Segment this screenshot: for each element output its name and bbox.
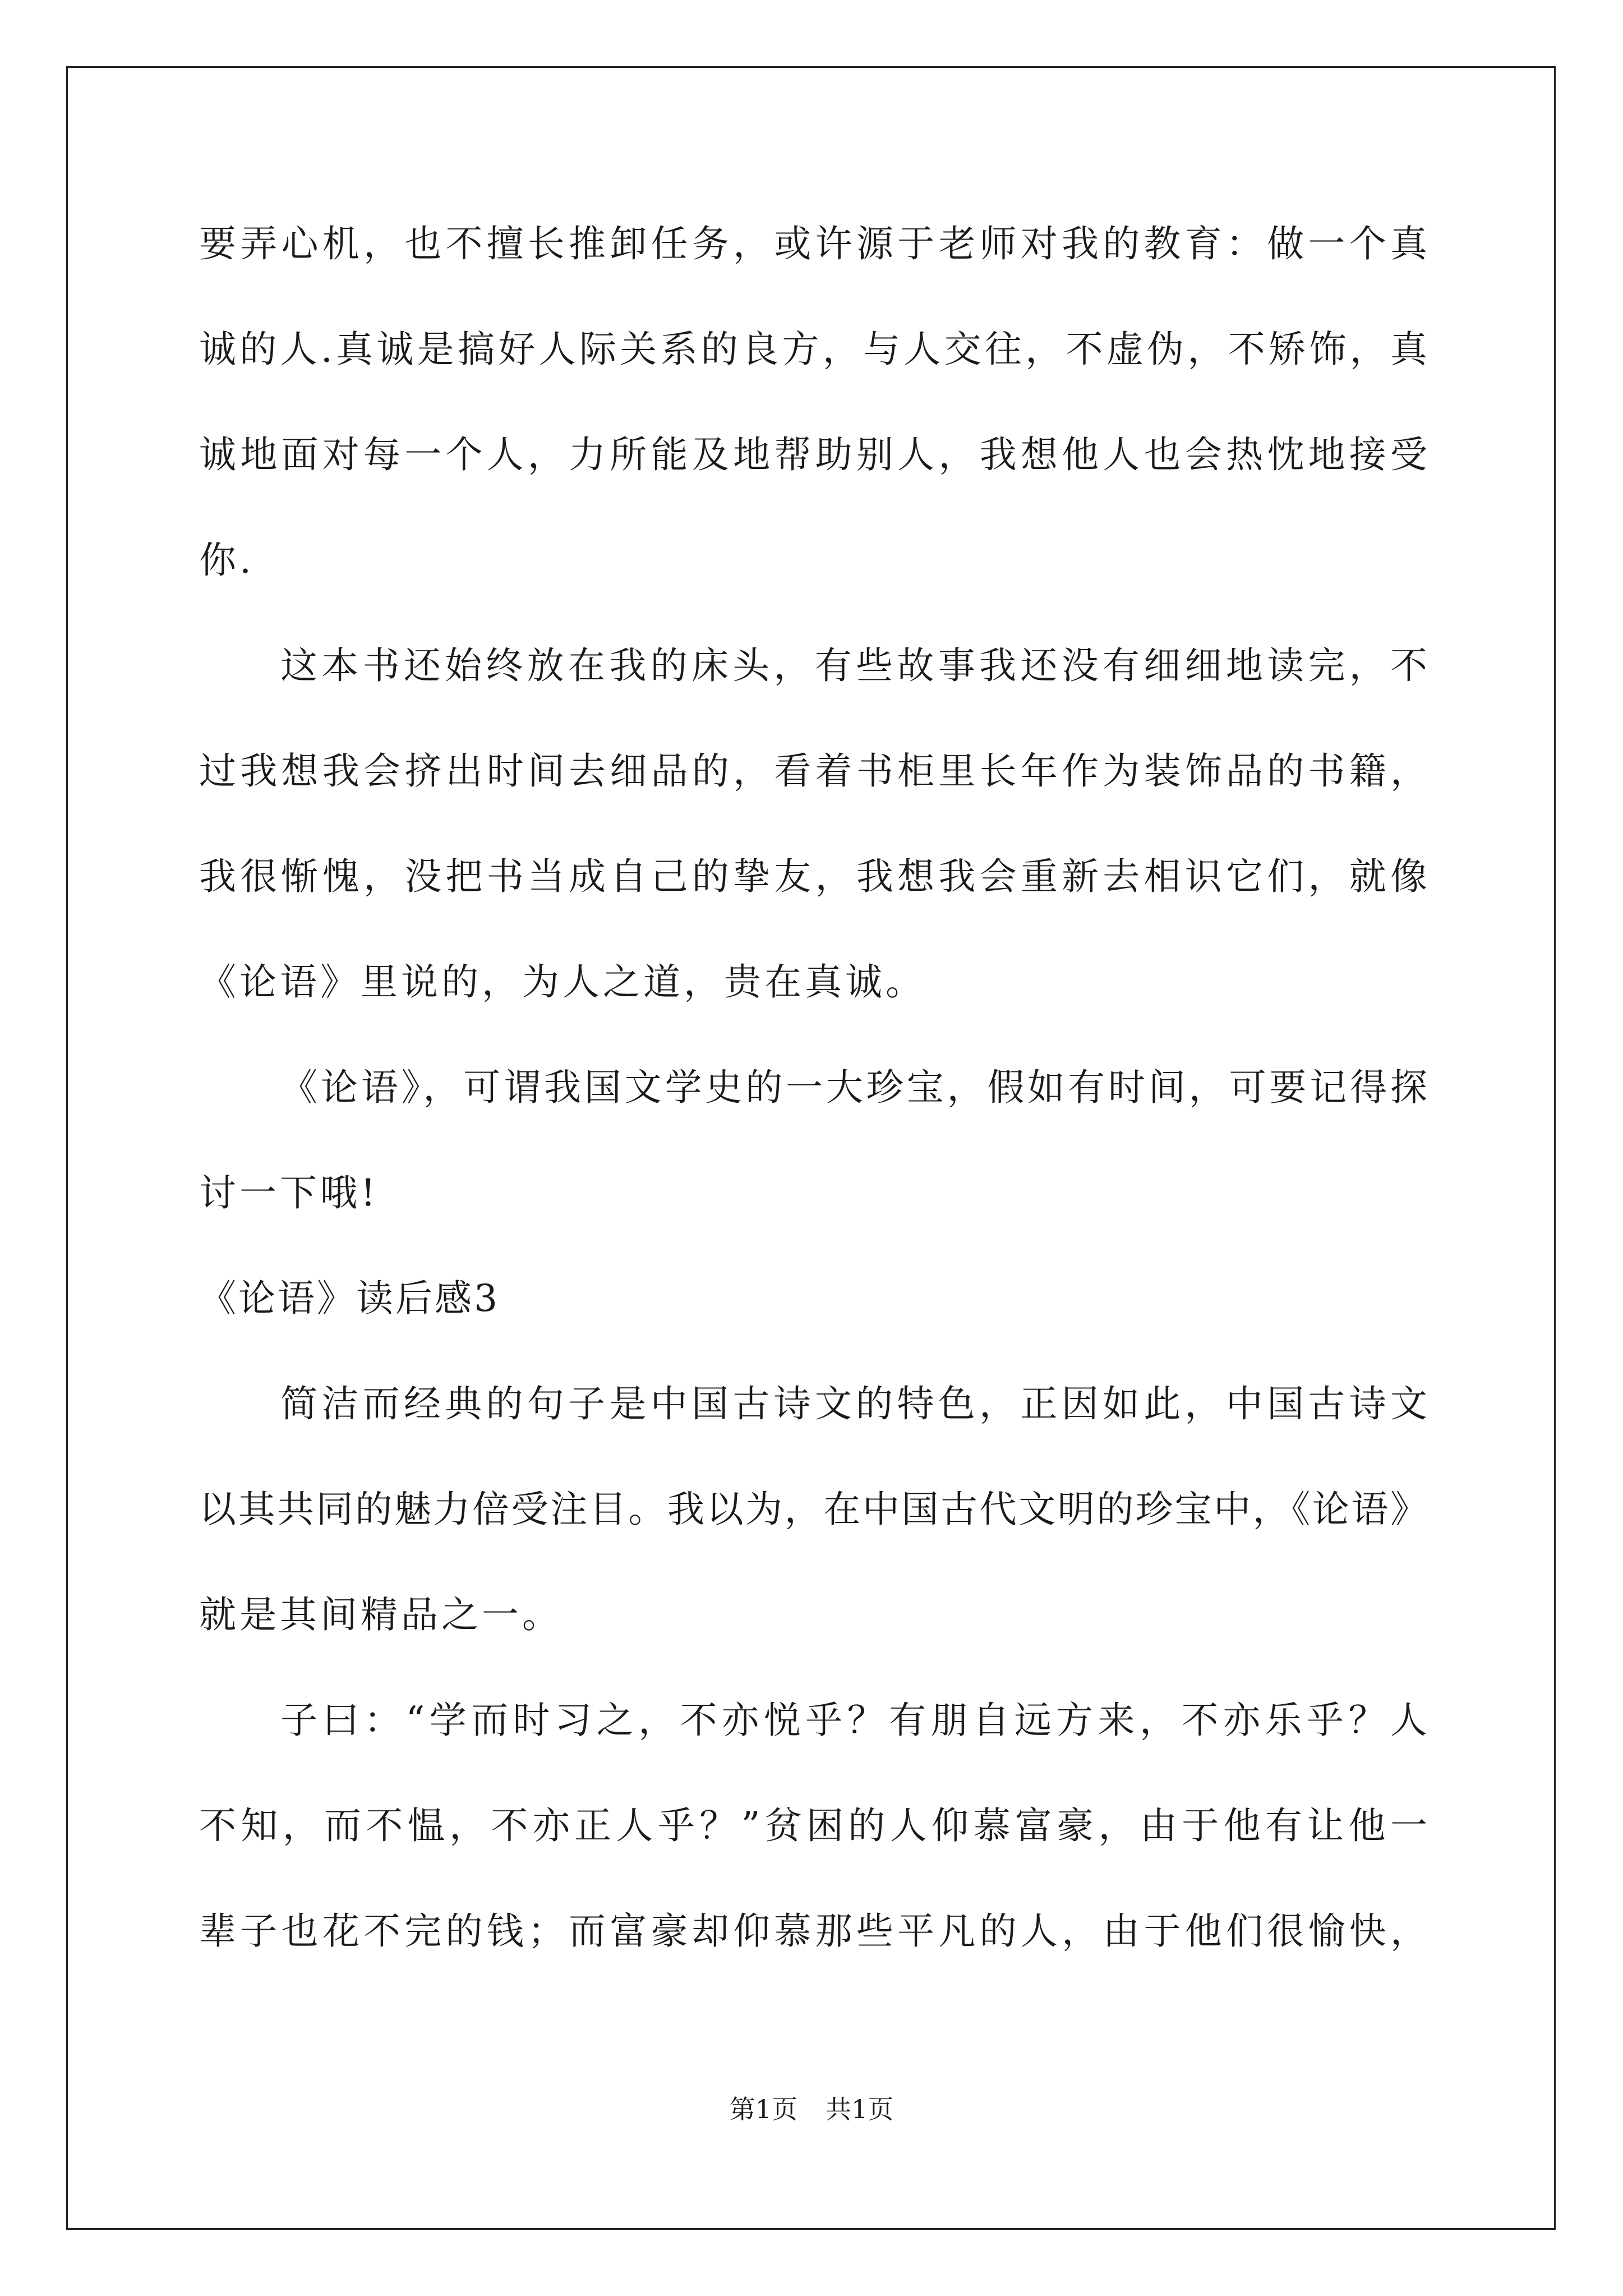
section-heading: 《论语》读后感3 [199,1277,500,1320]
page-footer [0,2092,1623,2126]
text-line: 要弄心机，也不擅长推卸任务，或许源于老师对我的教育：做一个真 [199,222,1427,265]
text-line: 过我想我会挤出时间去细品的，看着书柜里长年作为装饰品的书籍， [199,749,1427,793]
page-number: 第1页 [729,2094,797,2124]
text-line: 我很惭愧，没把书当成自己的挚友，我想我会重新去相识它们，就像 [199,855,1427,898]
text-line: 《论语》里说的，为人之道，贵在真诚。 [199,960,926,1004]
text-line: 不知，而不愠，不亦正人乎？”贫困的人仰慕富豪，由于他有让他一 [199,1804,1427,1847]
text-line: 诚地面对每一个人，力所能及地帮助别人，我想他人也会热忱地接受 [199,433,1427,476]
page-total: 共1页 [826,2094,894,2124]
document-body [199,213,1427,2006]
text-line: 这本书还始终放在我的床头，有些故事我还没有细细地读完，不 [280,644,1427,687]
text-line: 讨一下哦! [199,1171,379,1214]
text-line: 你. [199,539,255,582]
text-line: 辈子也花不完的钱；而富豪却仰慕那些平凡的人，由于他们很愉快， [199,1910,1427,1953]
text-line: 就是其间精品之一。 [199,1593,562,1636]
text-line: 以其共同的魅力倍受注目。我以为，在中国古代文明的珍宝中，《论语》 [199,1488,1427,1531]
text-line: 子曰：“学而时习之，不亦悦乎？有朋自远方来，不亦乐乎？人 [280,1699,1427,1742]
text-line: 《论语》，可谓我国文学史的一大珍宝，假如有时间，可要记得探 [280,1066,1427,1109]
text-line: 诚的人.真诚是搞好人际关系的良方，与人交往，不虚伪，不矫饰，真 [199,328,1427,371]
text-line: 简洁而经典的句子是中国古诗文的特色，正因如此，中国古诗文 [280,1382,1427,1425]
